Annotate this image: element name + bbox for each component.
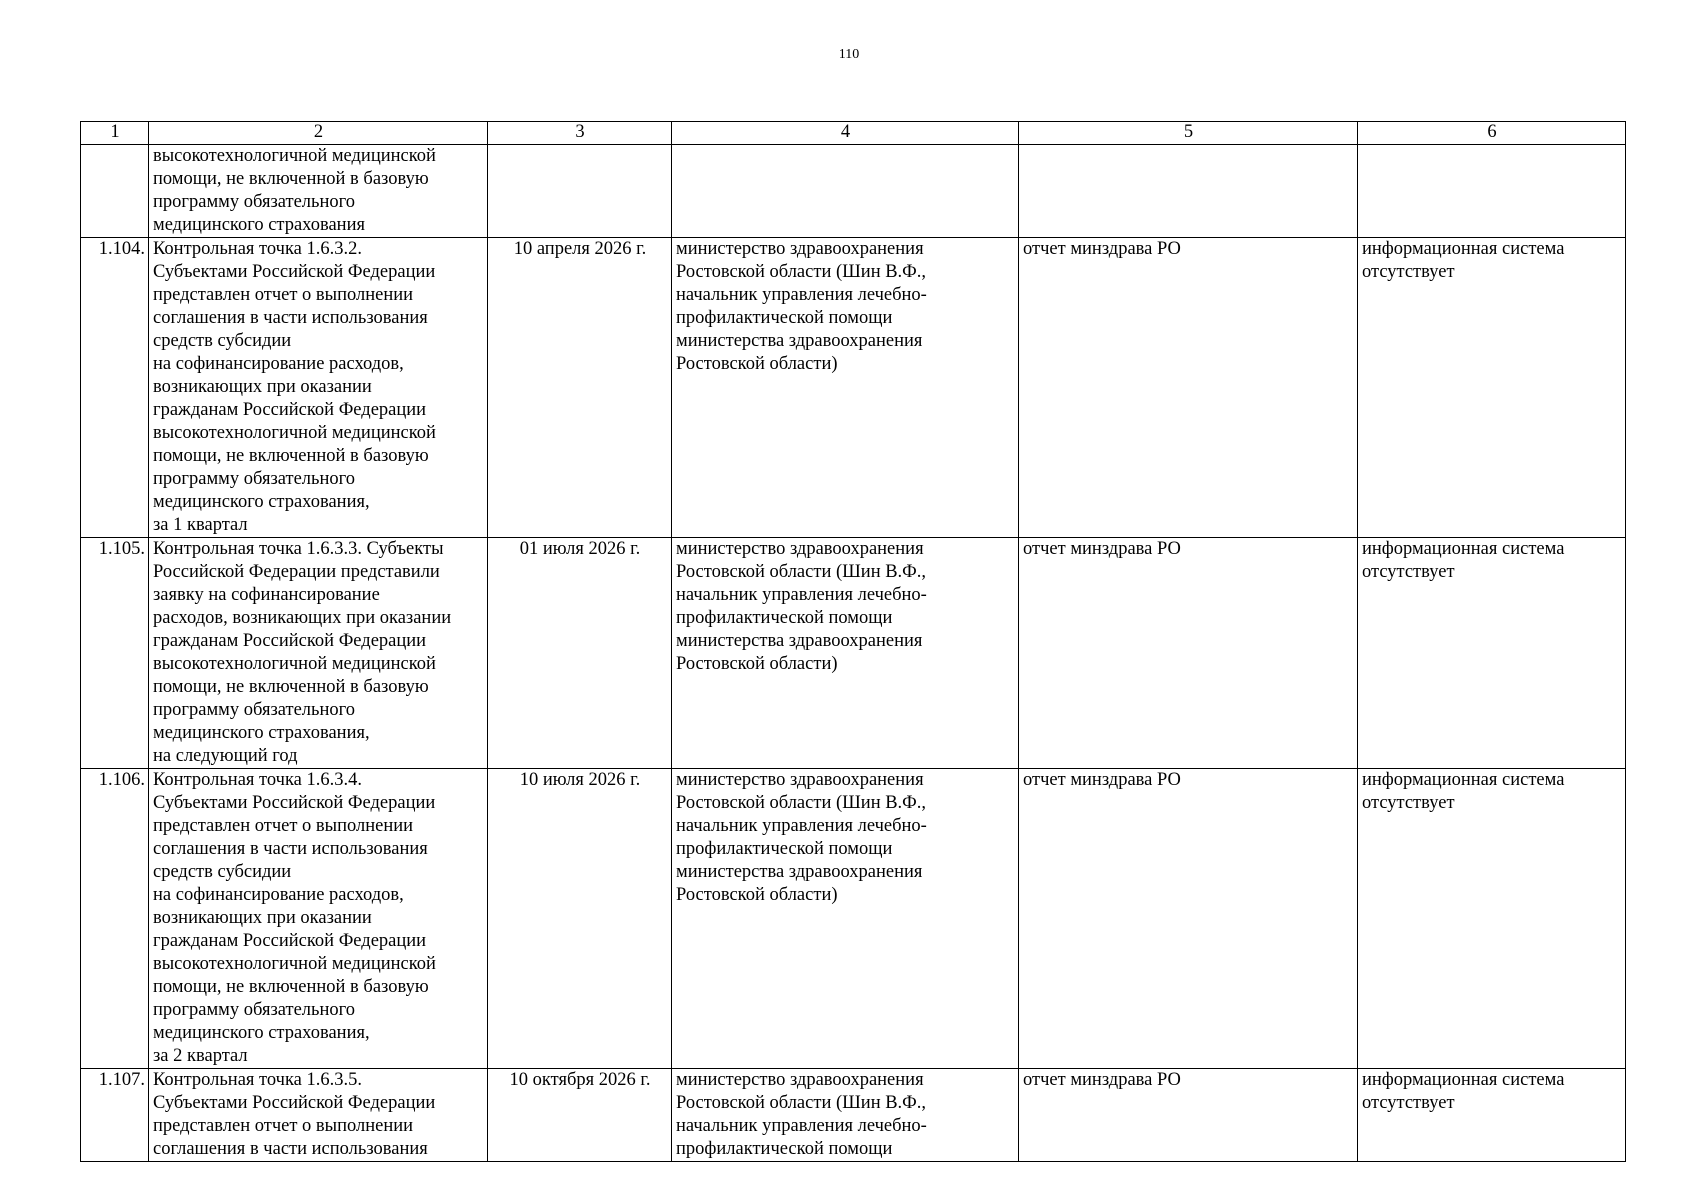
responsible-cell [672,145,1019,238]
cell-text-line: отсутствует [1362,262,1455,282]
row-number-cell: 1.107. [81,1069,149,1162]
row-number-cell [81,145,149,238]
cell-text-line: заявку на софинансирование [153,585,380,605]
document-cell [1019,145,1358,238]
cell-text-line: Ростовской области) [676,354,838,374]
cell-text-line: программу обязательного [153,469,355,489]
cell-text-line: помощи, не включенной в базовую [153,977,429,997]
cell-text-line: Ростовской области) [676,885,838,905]
cell-text-line: информационная система [1362,1070,1565,1090]
cell-text-line: министерство здравоохранения [676,239,924,259]
cell-text-line: программу обязательного [153,1000,355,1020]
column-header: 3 [488,122,672,145]
cell-text-line: высокотехнологичной медицинской [153,146,436,166]
cell-text-line: отчет минздрава РО [1023,239,1181,259]
cell-text-line: помощи, не включенной в базовую [153,446,429,466]
document-cell [1019,238,1358,538]
cell-text-line: гражданам Российской Федерации [153,400,427,420]
column-header: 1 [81,122,149,145]
cell-text-line: на софинансирование расходов, [153,885,404,905]
header-row [81,122,1626,145]
cell-text-line: помощи, не включенной в базовую [153,169,429,189]
cell-text-line: начальник управления лечебно- [676,816,927,836]
cell-text-line: соглашения в части использования [153,308,428,328]
cell-text-line: медицинского страхования, [153,1023,370,1043]
document-cell [1019,538,1358,769]
cell-text-line: Контрольная точка 1.6.3.4. [153,770,363,790]
cell-text-line: представлен отчет о выполнении [153,816,414,836]
table-row [81,1069,1626,1162]
description-cell [149,1069,488,1162]
cell-text-line: Контрольная точка 1.6.3.2. [153,239,363,259]
info-system-cell [1358,238,1626,538]
info-system-cell [1358,145,1626,238]
cell-text-line: профилактической помощи [676,839,893,859]
cell-text-line: информационная система [1362,239,1565,259]
cell-text-line: профилактической помощи [676,608,893,628]
date-cell: 10 июля 2026 г. [488,769,672,1069]
control-points-table [80,121,1626,1162]
cell-text-line: отсутствует [1362,1093,1455,1113]
table-row [81,769,1626,1069]
cell-text-line: Ростовской области (Шин В.Ф., [676,1093,927,1113]
responsible-cell [672,238,1019,538]
cell-text-line: на софинансирование расходов, [153,354,404,374]
date-cell [488,145,672,238]
cell-text-line: отчет минздрава РО [1023,1070,1181,1090]
cell-text-line: за 1 квартал [153,515,248,535]
table-row [81,538,1626,769]
cell-text-line: гражданам Российской Федерации [153,631,427,651]
row-number-cell: 1.104. [81,238,149,538]
cell-text-line: помощи, не включенной в базовую [153,677,429,697]
responsible-cell [672,538,1019,769]
cell-text-line: министерство здравоохранения [676,770,924,790]
row-number-cell: 1.105. [81,538,149,769]
cell-text-line: профилактической помощи [676,308,893,328]
info-system-cell [1358,1069,1626,1162]
cell-text-line: Ростовской области (Шин В.Ф., [676,793,927,813]
cell-text-line: Субъектами Российской Федерации [153,1093,436,1113]
description-cell [149,538,488,769]
responsible-cell [672,769,1019,1069]
cell-text-line: Российской Федерации представили [153,562,440,582]
info-system-cell [1358,538,1626,769]
cell-text-line: начальник управления лечебно- [676,585,927,605]
cell-text-line: гражданам Российской Федерации [153,931,427,951]
cell-text-line: соглашения в части использования [153,839,428,859]
cell-text-line: соглашения в части использования [153,1139,428,1159]
cell-text-line: представлен отчет о выполнении [153,285,414,305]
cell-text-line: программу обязательного [153,192,355,212]
cell-text-line: расходов, возникающих при оказании [153,608,452,628]
cell-text-line: Ростовской области (Шин В.Ф., [676,262,927,282]
cell-text-line: средств субсидии [153,862,292,882]
cell-text-line: высокотехнологичной медицинской [153,954,436,974]
cell-text-line: министерство здравоохранения [676,1070,924,1090]
row-number-cell: 1.106. [81,769,149,1069]
cell-text-line: средств субсидии [153,331,292,351]
cell-text-line: высокотехнологичной медицинской [153,654,436,674]
description-cell [149,145,488,238]
cell-text-line: профилактической помощи [676,1139,893,1159]
responsible-cell [672,1069,1019,1162]
cell-text-line: Контрольная точка 1.6.3.5. [153,1070,363,1090]
cell-text-line: начальник управления лечебно- [676,285,927,305]
cell-text-line: начальник управления лечебно- [676,1116,927,1136]
cell-text-line: медицинского страхования, [153,723,370,743]
table-row [81,145,1626,238]
column-header: 5 [1019,122,1358,145]
document-cell [1019,769,1358,1069]
column-header: 4 [672,122,1019,145]
cell-text-line: отсутствует [1362,793,1455,813]
cell-text-line: отсутствует [1362,562,1455,582]
cell-text-line: Контрольная точка 1.6.3.3. Субъекты [153,539,444,559]
info-system-cell [1358,769,1626,1069]
cell-text-line: медицинского страхования [153,215,365,235]
cell-text-line: Субъектами Российской Федерации [153,262,436,282]
column-header: 6 [1358,122,1626,145]
date-cell: 10 апреля 2026 г. [488,238,672,538]
date-cell: 01 июля 2026 г. [488,538,672,769]
cell-text-line: министерство здравоохранения [676,539,924,559]
cell-text-line: высокотехнологичной медицинской [153,423,436,443]
cell-text-line: отчет минздрава РО [1023,539,1181,559]
cell-text-line: Ростовской области (Шин В.Ф., [676,562,927,582]
cell-text-line: министерства здравоохранения [676,331,923,351]
table-row [81,238,1626,538]
cell-text-line: за 2 квартал [153,1046,248,1066]
cell-text-line: представлен отчет о выполнении [153,1116,414,1136]
cell-text-line: информационная система [1362,770,1565,790]
cell-text-line: на следующий год [153,746,298,766]
cell-text-line: программу обязательного [153,700,355,720]
cell-text-line: министерства здравоохранения [676,862,923,882]
cell-text-line: Субъектами Российской Федерации [153,793,436,813]
page-number: 110 [838,47,860,62]
cell-text-line: возникающих при оказании [153,377,372,397]
cell-text-line: медицинского страхования, [153,492,370,512]
date-cell: 10 октября 2026 г. [488,1069,672,1162]
description-cell [149,238,488,538]
cell-text-line: отчет минздрава РО [1023,770,1181,790]
cell-text-line: министерства здравоохранения [676,631,923,651]
column-header: 2 [149,122,488,145]
cell-text-line: возникающих при оказании [153,908,372,928]
document-cell [1019,1069,1358,1162]
cell-text-line: Ростовской области) [676,654,838,674]
description-cell [149,769,488,1069]
cell-text-line: информационная система [1362,539,1565,559]
